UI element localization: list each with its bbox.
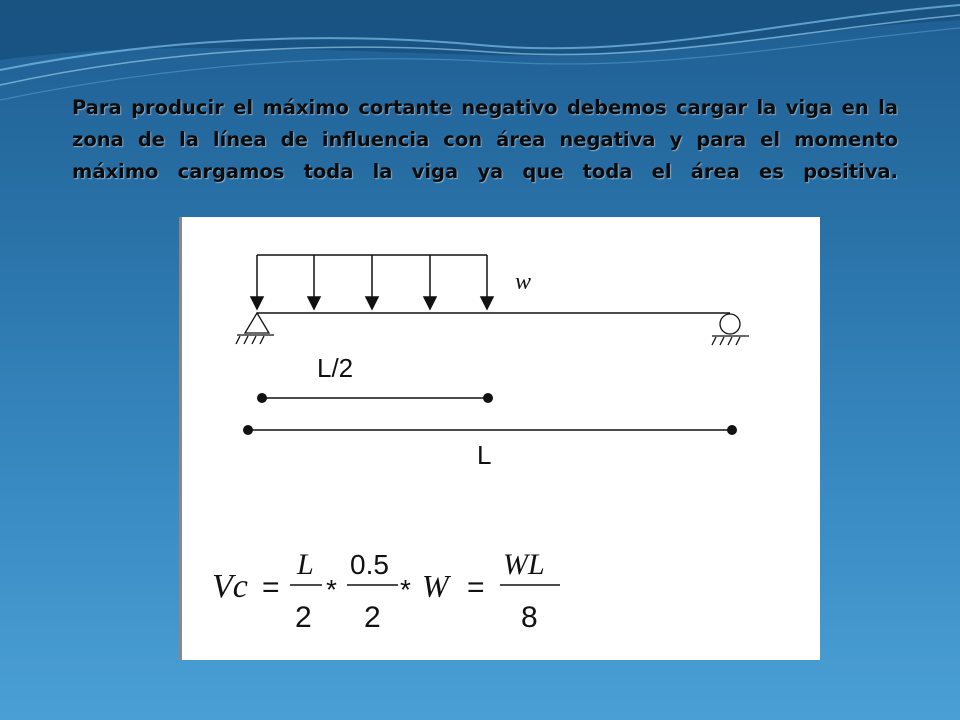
beam-diagram (182, 217, 817, 660)
frac2-numerator: 0.5 (350, 549, 389, 580)
shear-equation (212, 548, 560, 634)
span-label: L (477, 440, 492, 470)
half-span-start-dot (257, 393, 267, 403)
eq-lhs: Vc (212, 568, 248, 605)
slide-title: Para producir el máximo cortante negativo debemos cargar la viga en la zona de la línea de influencia con área negativa y para el momento máximo cargamos toda la viga ya que toda el área es positiva. (72, 96, 898, 183)
frac1-numerator: L (297, 548, 314, 581)
roller-support (712, 314, 749, 345)
diagram-panel (179, 217, 820, 660)
span-start-dot (243, 425, 253, 435)
eq-equals-2: = (467, 571, 485, 604)
half-span-end-dot (483, 393, 493, 403)
eq-times-2: * (400, 574, 411, 605)
frac3-numerator: WL (503, 548, 545, 581)
eq-equals-1: = (262, 571, 280, 604)
frac2-denominator: 2 (364, 601, 381, 634)
half-span-label: L/2 (317, 353, 354, 383)
eq-w: W (422, 568, 449, 604)
span-end-dot (727, 425, 737, 435)
eq-times-1: * (326, 574, 337, 605)
load-arrows (251, 255, 493, 309)
load-label: w (515, 269, 532, 295)
frac1-denominator: 2 (295, 601, 312, 634)
pin-support (236, 313, 274, 344)
frac3-denominator: 8 (521, 601, 538, 634)
